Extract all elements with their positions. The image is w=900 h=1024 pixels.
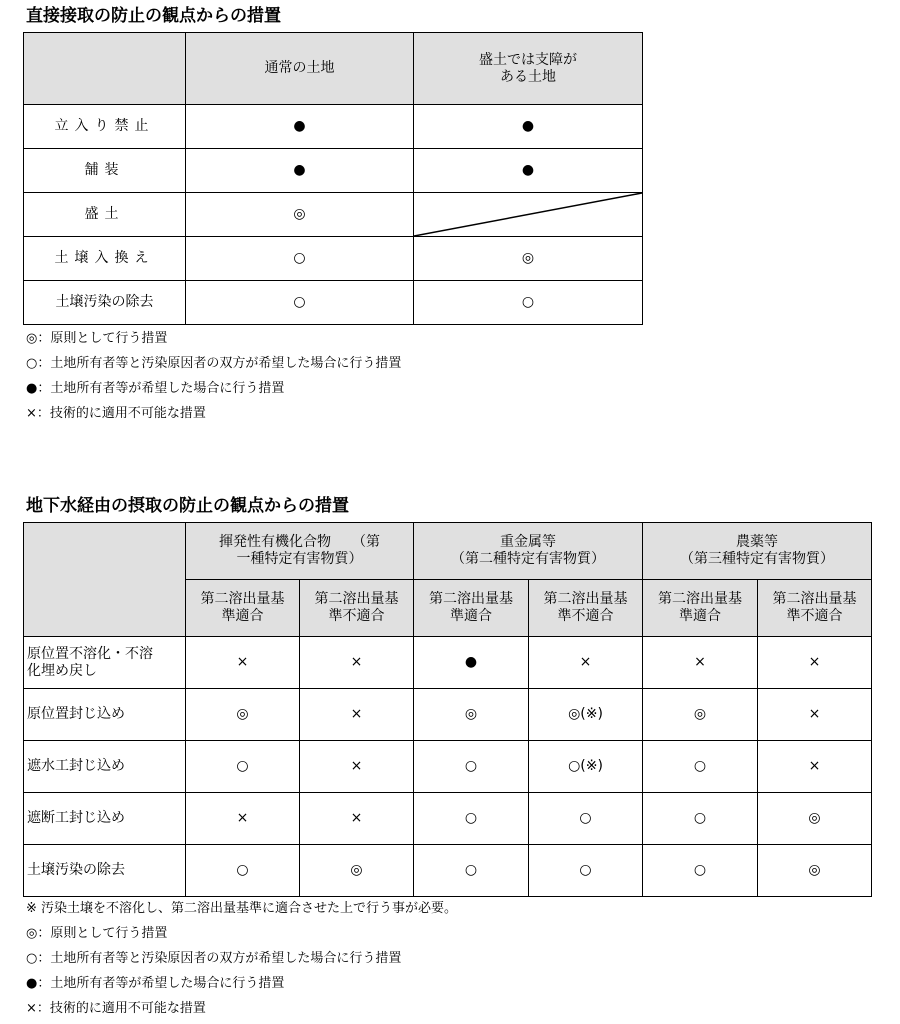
table-cell: ◎ [758, 793, 872, 845]
section1-title: 直接接取の防止の観点からの措置 [26, 6, 281, 26]
cell-embank: ○ [414, 281, 643, 325]
legend-item: ◎：原則として行う措置 [26, 926, 168, 941]
table-cell: × [758, 741, 872, 793]
table-row [24, 193, 643, 237]
header-embank-land-label: 盛土では支障が ある土地 [479, 51, 577, 85]
cell-normal: ◎ [186, 193, 414, 237]
header-corner [24, 523, 186, 637]
table-cell: ◎ [643, 689, 758, 741]
subheader: 第二溶出量基 準不適合 [300, 580, 414, 637]
legend-item: ×：技術的に適用不可能な措置 [26, 1001, 206, 1016]
table-cell: ○ [186, 845, 300, 897]
table-row [24, 149, 643, 193]
table-cell: ◎ [758, 845, 872, 897]
subheader: 第二溶出量基 準不適合 [758, 580, 872, 637]
table-cell: ○ [414, 741, 529, 793]
table-row [24, 637, 872, 689]
row-label: 原位置不溶化・不溶 化埋め戻し [24, 637, 186, 689]
table-cell: × [186, 793, 300, 845]
cell-embank: ● [414, 105, 643, 149]
legend-item: ◎：原則として行う措置 [26, 331, 168, 346]
legend-item: ○：土地所有者等と汚染原因者の双方が希望した場合に行う措置 [26, 951, 402, 966]
legend-item: ×：技術的に適用不可能な措置 [26, 406, 206, 421]
direct-intake-table [23, 32, 643, 325]
cell-embank: ● [414, 149, 643, 193]
row-label: 土壌入換え [24, 237, 186, 281]
legend-item: ○：土地所有者等と汚染原因者の双方が希望した場合に行う措置 [26, 356, 402, 371]
legend-item: ●：土地所有者等が希望した場合に行う措置 [26, 381, 285, 396]
section2-legend [26, 896, 457, 1021]
cell-not-applicable [414, 193, 643, 237]
group-header-voc: 揮発性有機化合物 （第 一種特定有害物質） [186, 523, 414, 580]
row-label: 原位置封じ込め [24, 689, 186, 741]
header-normal-land [186, 33, 414, 105]
section1-legend [26, 326, 401, 426]
table-cell: ◎ [186, 689, 300, 741]
table-cell: × [300, 689, 414, 741]
header-corner [24, 33, 186, 105]
table-cell: × [643, 637, 758, 689]
table-row [24, 845, 872, 897]
table-row [24, 281, 643, 325]
groundwater-intake-table [23, 522, 872, 897]
legend-item: ●：土地所有者等が希望した場合に行う措置 [26, 976, 285, 991]
cell-normal: ● [186, 105, 414, 149]
table-cell: ○ [186, 741, 300, 793]
table-row [24, 105, 643, 149]
table-cell: ◎(※) [529, 689, 643, 741]
table-cell: ◎ [414, 689, 529, 741]
group-header-heavy-metals: 重金属等 （第二種特定有害物質） [414, 523, 643, 580]
table-cell: ○ [529, 793, 643, 845]
group-header-pesticides: 農薬等 （第三種特定有害物質） [643, 523, 872, 580]
table-row [24, 237, 643, 281]
footnote: ※ 汚染土壌を不溶化し、第二溶出量基準に適合させた上で行う事が必要。 [26, 901, 458, 916]
row-label: 土壌汚染の除去 [24, 281, 186, 325]
table-cell: ○ [414, 793, 529, 845]
cell-embank: ◎ [414, 237, 643, 281]
table-cell: × [758, 637, 872, 689]
row-label: 遮断工封じ込め [24, 793, 186, 845]
cell-normal: ● [186, 149, 414, 193]
header-embank-land [414, 33, 643, 105]
table-cell: × [186, 637, 300, 689]
table-cell: ○ [643, 793, 758, 845]
row-label: 盛土 [24, 193, 186, 237]
subheader: 第二溶出量基 準適合 [414, 580, 529, 637]
table-cell: ○ [414, 845, 529, 897]
table-cell: × [300, 637, 414, 689]
table-cell: ○(※) [529, 741, 643, 793]
subheader: 第二溶出量基 準不適合 [529, 580, 643, 637]
table-row [24, 793, 872, 845]
cell-normal: ○ [186, 237, 414, 281]
row-label: 土壌汚染の除去 [24, 845, 186, 897]
subheader: 第二溶出量基 準適合 [643, 580, 758, 637]
table-row [24, 689, 872, 741]
row-label: 舗装 [24, 149, 186, 193]
diagonal-slash [414, 193, 642, 236]
table-cell: × [300, 793, 414, 845]
row-label: 立入り禁止 [24, 105, 186, 149]
table-cell: × [300, 741, 414, 793]
cell-normal: ○ [186, 281, 414, 325]
table-cell: × [758, 689, 872, 741]
table-row [24, 741, 872, 793]
row-label: 遮水工封じ込め [24, 741, 186, 793]
table-cell: × [529, 637, 643, 689]
table-cell: ◎ [300, 845, 414, 897]
table-cell: ○ [643, 741, 758, 793]
section2-title: 地下水経由の摂取の防止の観点からの措置 [26, 496, 349, 516]
header-normal-land-label: 通常の土地 [264, 60, 335, 76]
subheader: 第二溶出量基 準適合 [186, 580, 300, 637]
table-cell: ○ [529, 845, 643, 897]
table-cell: ○ [643, 845, 758, 897]
table-cell: ● [414, 637, 529, 689]
